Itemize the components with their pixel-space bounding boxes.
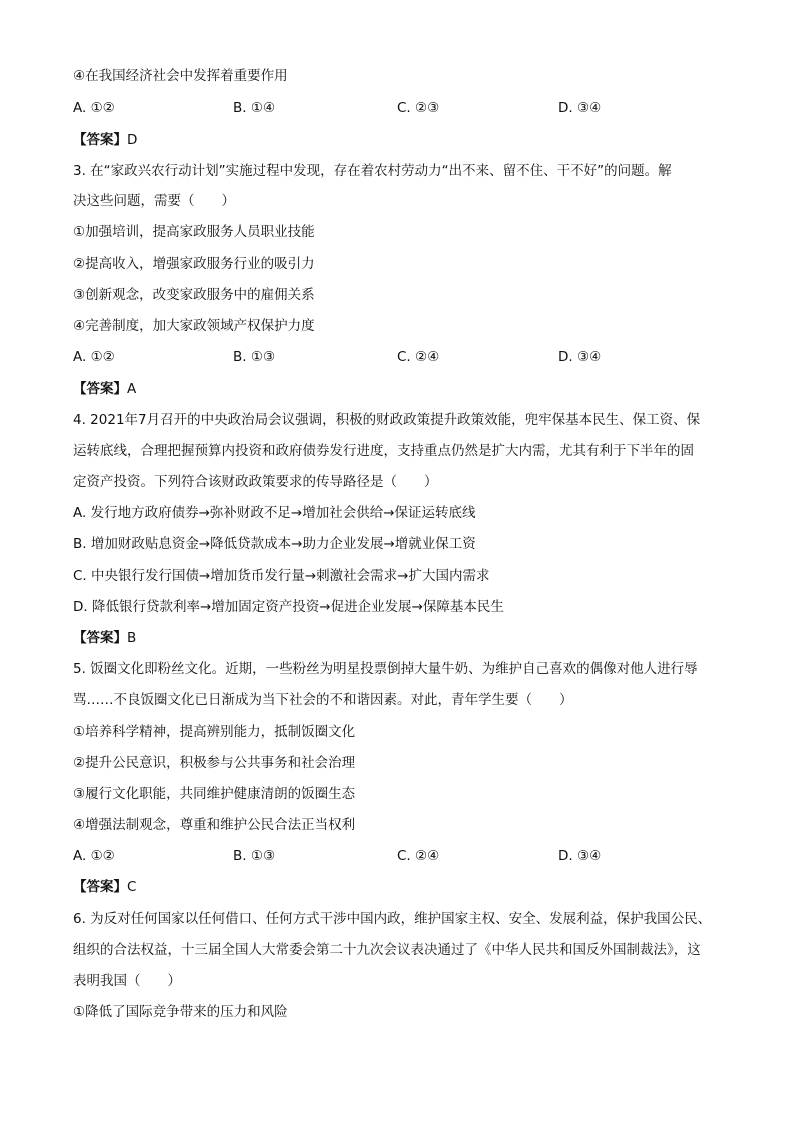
q2-statement-4: ④在我国经济社会中发挥着重要作用 [73, 68, 288, 84]
q2-option-b: B. ①④ [233, 100, 276, 116]
q3-answer [73, 379, 136, 399]
q3-statement-1: ①加强培训，提高家政服务人员职业技能 [73, 224, 315, 240]
q5-option-c: C. ②④ [397, 848, 440, 864]
q5-statement-2: ②提升公民意识，积极参与公共事务和社会治理 [73, 755, 356, 771]
q5-option-b: B. ①③ [233, 848, 276, 864]
q5-option-a: A. ①② [73, 848, 115, 864]
q6-statement-1: ①降低了国际竞争带来的压力和风险 [73, 1004, 288, 1020]
answer-value: D [127, 132, 138, 148]
q3-statement-4: ④完善制度，加大家政领域产权保护力度 [73, 318, 315, 334]
q3-option-c: C. ②④ [397, 349, 440, 365]
q2-option-c: C. ②③ [397, 100, 440, 116]
q4-option-d: D. 降低银行贷款利率→增加固定资产投资→促进企业发展→保障基本民生 [73, 599, 504, 615]
answer-value: B [127, 630, 137, 646]
q6-stem-line-3: 表明我国（ ） [73, 973, 181, 989]
q2-option-d: D. ③④ [558, 100, 602, 116]
q6-stem-line-2: 组织的合法权益，十三届全国人大常委会第二十九次会议表决通过了《中华人民共和国反外国制裁法》，这 [73, 942, 701, 958]
answer-tag: 【答案】 [73, 381, 127, 397]
q4-option-b: B. 增加财政贴息资金→降低贷款成本→助力企业发展→增就业保工资 [73, 536, 476, 552]
q4-stem-line-1: 4. 2021年7月召开的中央政治局会议强调，积极的财政政策提升政策效能，兜牢保基本民生、保工资、保 [73, 412, 701, 428]
q4-option-a: A. 发行地方政府债券→弥补财政不足→增加社会供给→保证运转底线 [73, 505, 476, 521]
q5-statement-3: ③履行文化职能，共同维护健康清朗的饭圈生态 [73, 786, 356, 802]
q3-option-d: D. ③④ [558, 349, 602, 365]
answer-tag: 【答案】 [73, 630, 127, 646]
q5-stem-line-2: 骂……不良饭圈文化已日渐成为当下社会的不和谐因素。对此，青年学生要（ ） [73, 692, 573, 708]
answer-tag: 【答案】 [73, 132, 127, 148]
q3-stem-line-1: 3. 在“家政兴农行动计划”实施过程中发现，存在着农村劳动力“出不来、留不住、干不好”的问题。解 [73, 163, 672, 179]
q6-stem-line-1: 6. 为反对任何国家以任何借口、任何方式干涉中国内政，维护国家主权、安全、发展利益，保护我国公民、 [73, 911, 712, 927]
answer-tag: 【答案】 [73, 879, 127, 895]
q4-stem-line-2: 运转底线，合理把握预算内投资和政府债券发行进度，支持重点仍然是扩大内需，尤其有利于下半年的固 [73, 443, 694, 459]
q5-answer [73, 877, 136, 897]
q2-option-a: A. ①② [73, 100, 115, 116]
q2-answer [73, 130, 137, 150]
answer-value: A [127, 381, 137, 397]
q3-statement-2: ②提高收入，增强家政服务行业的吸引力 [73, 256, 315, 272]
q4-answer [73, 628, 136, 648]
q5-stem-line-1: 5. 饭圈文化即粉丝文化。近期，一些粉丝为明星投票倒掉大量牛奶、为维护自己喜欢的偶像对他人进行辱 [73, 661, 698, 677]
q5-statement-4: ④增强法制观念，尊重和维护公民合法正当权利 [73, 817, 356, 833]
answer-value: C [127, 879, 137, 895]
q3-option-b: B. ①③ [233, 349, 276, 365]
q3-option-a: A. ①② [73, 349, 115, 365]
q3-statement-3: ③创新观念，改变家政服务中的雇佣关系 [73, 287, 315, 303]
q5-statement-1: ①培养科学精神，提高辨别能力，抵制饭圈文化 [73, 724, 356, 740]
q5-option-d: D. ③④ [558, 848, 602, 864]
q4-stem-line-3: 定资产投资。下列符合该财政政策要求的传导路径是（ ） [73, 474, 438, 490]
q4-option-c: C. 中央银行发行国债→增加货币发行量→刺激社会需求→扩大国内需求 [73, 568, 490, 584]
q3-stem-line-2: 决这些问题，需要（ ） [73, 193, 235, 209]
